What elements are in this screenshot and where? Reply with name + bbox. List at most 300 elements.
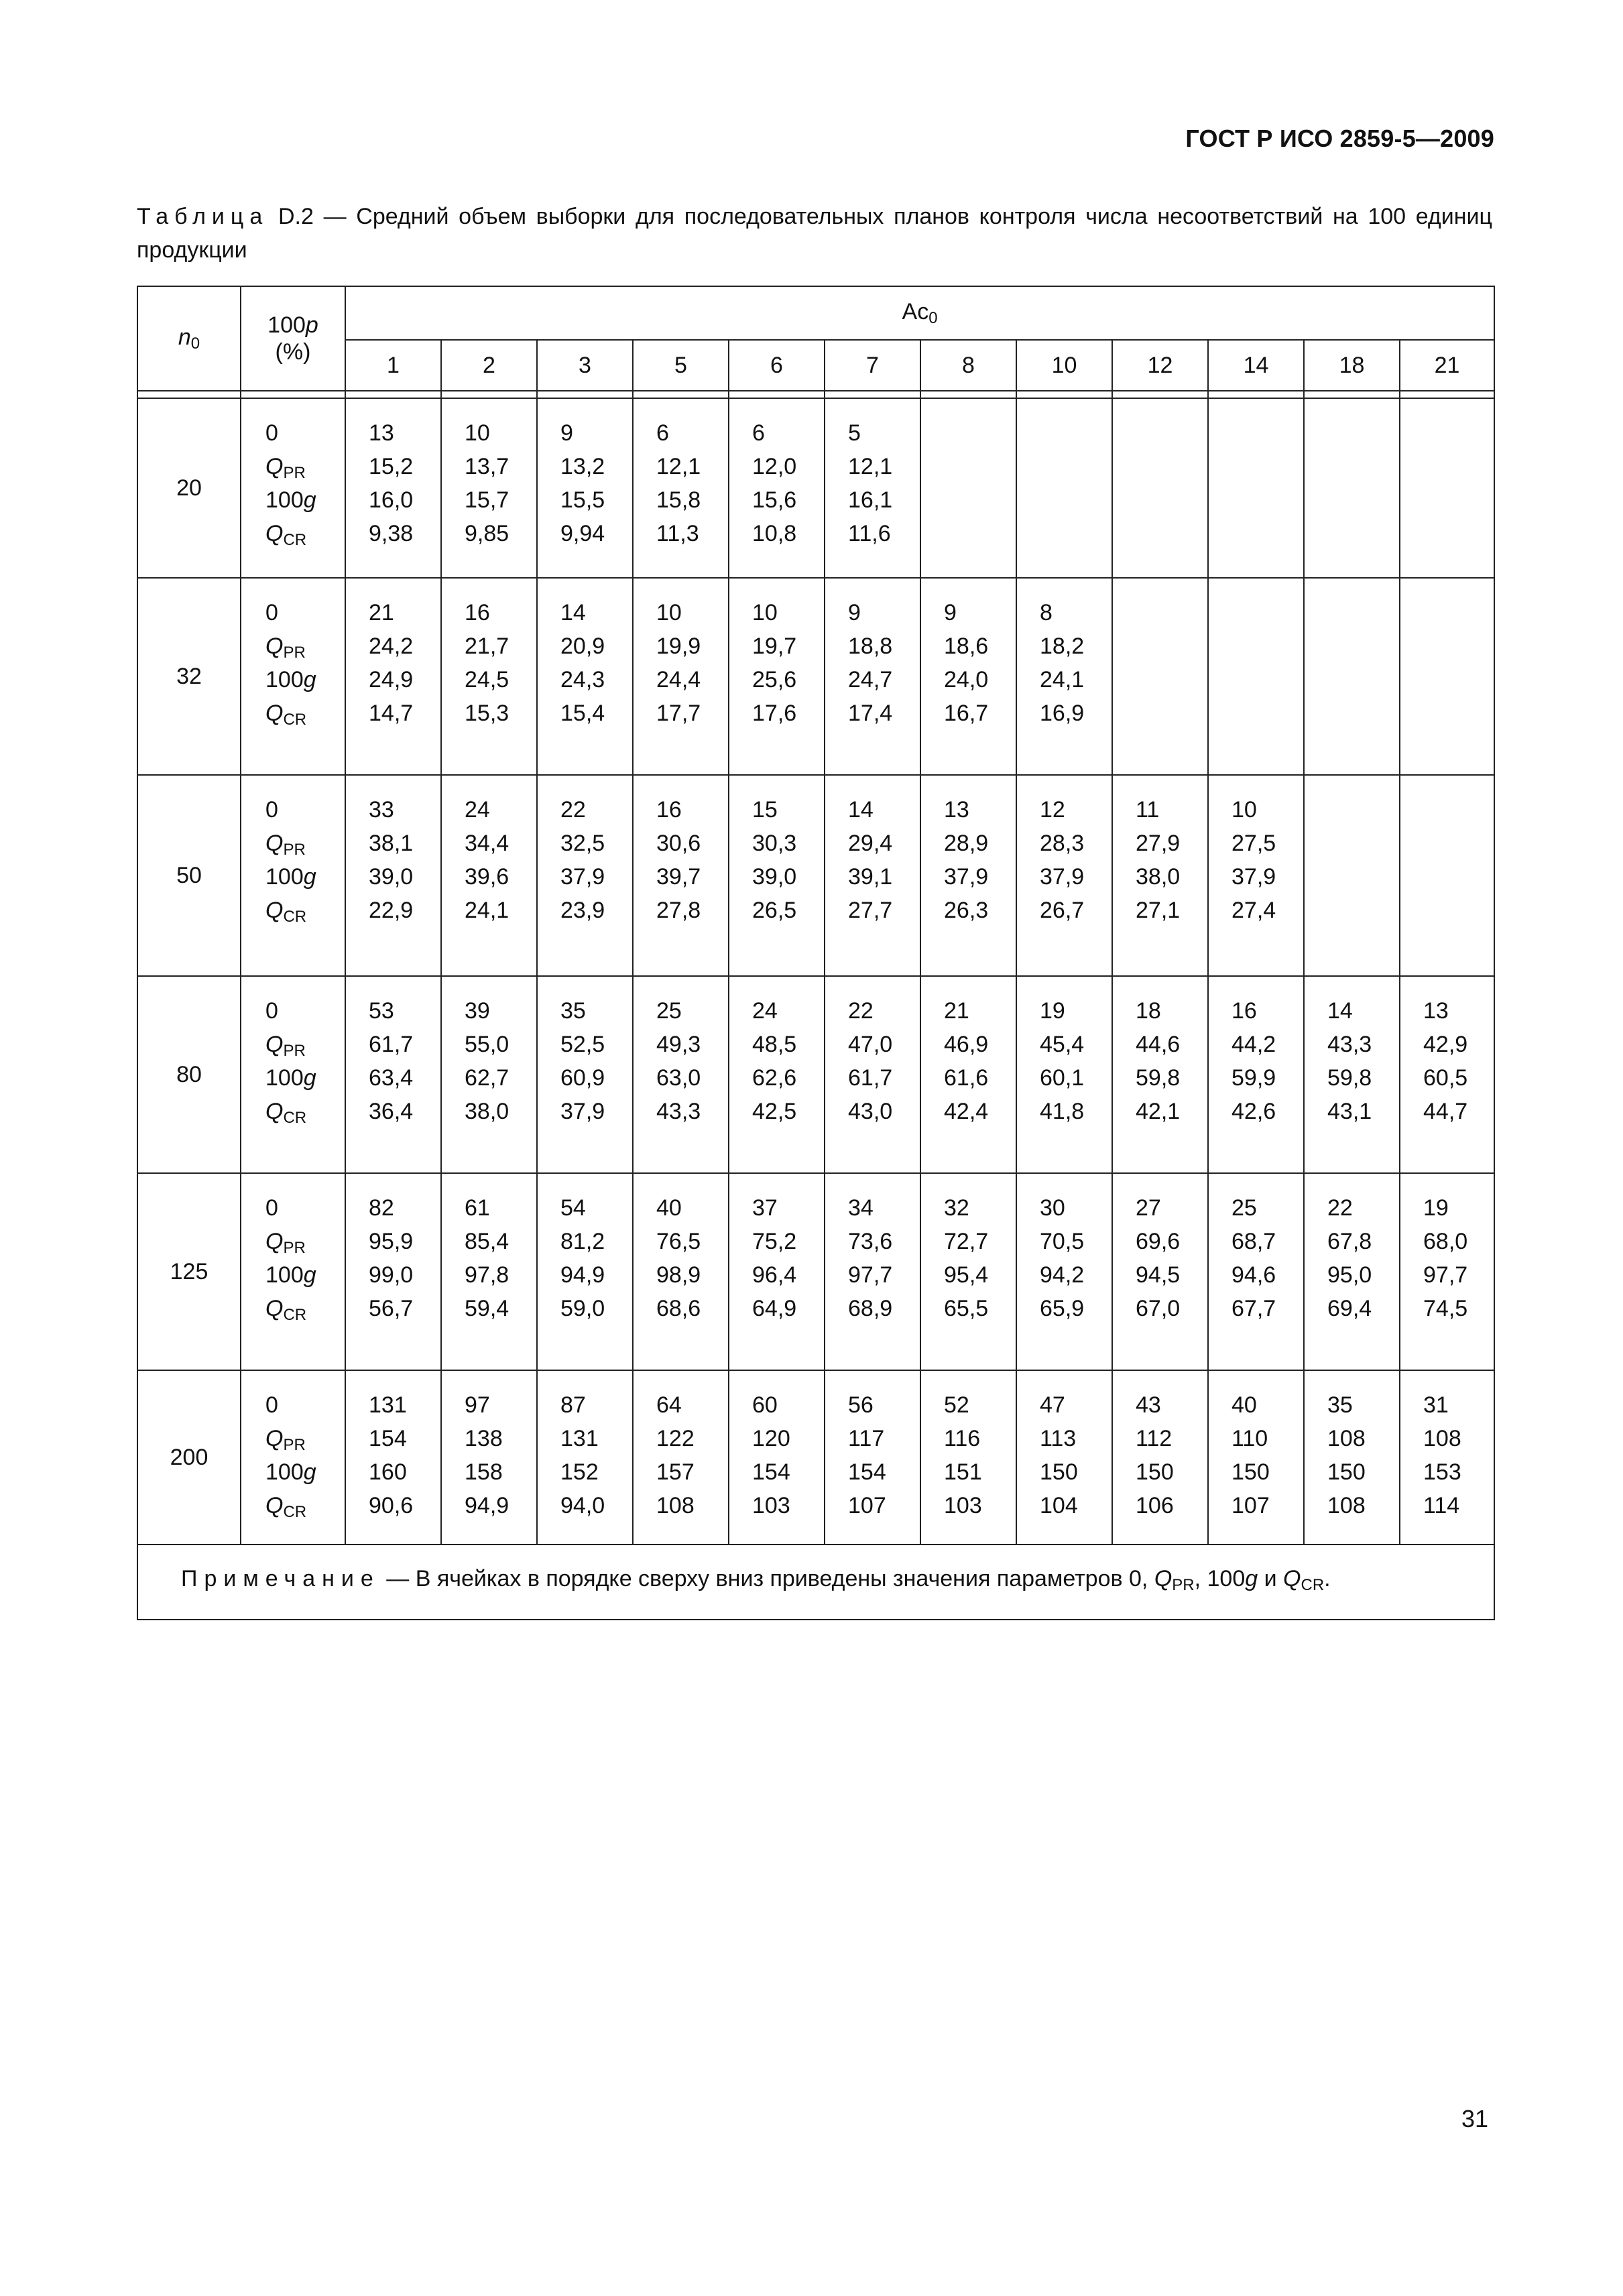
n0-value: 80	[137, 976, 241, 1173]
cell-value: 94,2	[1040, 1262, 1085, 1288]
value-cell	[1400, 1173, 1494, 1370]
cell-value: 47	[1040, 1392, 1065, 1418]
cell-value: 38,0	[465, 1099, 509, 1124]
cell-value: 67,8	[1327, 1229, 1372, 1254]
cell-value: 24,1	[465, 898, 509, 923]
value-cell	[1304, 976, 1400, 1173]
cell-value: 22	[848, 998, 874, 1024]
cell-value: 15,6	[752, 487, 797, 513]
cell-value: 22,9	[369, 898, 414, 923]
cell-value: 113	[1040, 1426, 1077, 1451]
cell-value: 48,5	[752, 1032, 797, 1057]
cell-value: 39,0	[369, 864, 414, 890]
cell-value: 37	[752, 1195, 778, 1221]
value-cell	[1016, 578, 1112, 775]
table-row	[137, 1370, 1494, 1545]
value-cell	[825, 398, 920, 578]
cell-value: 116	[944, 1426, 981, 1451]
parameter-label: 100g	[265, 667, 316, 692]
cell-value: 69,4	[1327, 1296, 1372, 1321]
cell-value: 19	[1040, 998, 1065, 1024]
parameter-label: 0	[265, 600, 278, 625]
cell-value: 9,94	[560, 521, 605, 546]
cell-value: 61	[465, 1195, 490, 1221]
cell-value: 96,4	[752, 1262, 797, 1288]
cell-value: 46,9	[944, 1032, 989, 1057]
value-cell	[729, 1173, 825, 1370]
cell-value: 72,7	[944, 1229, 989, 1254]
cell-value: 62,6	[752, 1065, 797, 1091]
cell-value: 15,4	[560, 701, 605, 726]
cell-value: 73,6	[848, 1229, 893, 1254]
parameter-label: 100g	[265, 864, 316, 890]
n0-value: 20	[137, 398, 241, 578]
value-cell	[1208, 775, 1304, 976]
parameter-label: 0	[265, 420, 278, 446]
cell-value: 44,7	[1423, 1099, 1468, 1124]
cell-value: 26,7	[1040, 898, 1085, 923]
value-cell	[920, 398, 1016, 578]
cell-value: 16,0	[369, 487, 414, 513]
value-cell	[1112, 775, 1208, 976]
cell-value: 18	[1136, 998, 1161, 1024]
cell-value: 94,9	[560, 1262, 605, 1288]
cell-value: 13	[1423, 998, 1449, 1024]
cell-value: 17,6	[752, 701, 797, 726]
cell-value: 24,2	[369, 633, 414, 659]
cell-value: 22	[1327, 1195, 1353, 1221]
cell-value: 43	[1136, 1392, 1161, 1418]
value-cell	[1016, 1370, 1112, 1545]
cell-value: 40	[1231, 1392, 1257, 1418]
cell-value: 60,1	[1040, 1065, 1085, 1091]
cell-value: 52	[944, 1392, 969, 1418]
cell-value: 16,1	[848, 487, 893, 513]
cell-value: 64,9	[752, 1296, 797, 1321]
cell-value: 42,5	[752, 1099, 797, 1124]
cell-value: 14	[848, 797, 874, 823]
cell-value: 68,0	[1423, 1229, 1468, 1254]
cell-value: 11,3	[656, 521, 699, 546]
cell-value: 16,7	[944, 701, 989, 726]
cell-value: 27,1	[1136, 898, 1181, 923]
cell-value: 60	[752, 1392, 778, 1418]
cell-value: 20,9	[560, 633, 605, 659]
cell-value: 85,4	[465, 1229, 509, 1254]
cell-value: 10	[465, 420, 490, 446]
cell-value: 32	[944, 1195, 969, 1221]
value-cell	[1016, 976, 1112, 1173]
cell-value: 74,5	[1423, 1296, 1468, 1321]
cell-value: 43,0	[848, 1099, 893, 1124]
cell-value: 27,8	[656, 898, 701, 923]
cell-value: 13,7	[465, 454, 509, 479]
value-cell	[441, 398, 537, 578]
parameter-label: $Q_{CR}$	[265, 521, 307, 549]
parameter-label: 0	[265, 797, 278, 823]
value-cell	[1304, 1370, 1400, 1545]
cell-value: 15,8	[656, 487, 701, 513]
cell-value: 19	[1423, 1195, 1449, 1221]
cell-value: 150	[1327, 1459, 1366, 1485]
cell-value: 26,3	[944, 898, 989, 923]
cell-value: 108	[656, 1493, 695, 1518]
cell-value: 160	[369, 1459, 407, 1485]
cell-value: 39,6	[465, 864, 509, 890]
cell-value: 19,7	[752, 633, 797, 659]
cell-value: 24,7	[848, 667, 893, 692]
cell-value: 25	[1231, 1195, 1257, 1221]
cell-value: 15,5	[560, 487, 605, 513]
cell-value: 55,0	[465, 1032, 509, 1057]
cell-value: 54	[560, 1195, 586, 1221]
cell-value: 60,5	[1423, 1065, 1468, 1091]
value-cell	[825, 578, 920, 775]
cell-value: 14	[560, 600, 586, 625]
cell-value: 15	[752, 797, 778, 823]
cell-value: 47,0	[848, 1032, 893, 1057]
value-cell	[633, 398, 729, 578]
value-cell	[441, 976, 537, 1173]
ac0-group-header: $Ac_0$	[345, 286, 1494, 340]
parameter-label: $Q_{PR}$	[265, 1426, 306, 1454]
parameter-labels	[241, 398, 345, 578]
cell-value: 59,0	[560, 1296, 605, 1321]
cell-value: 24,0	[944, 667, 989, 692]
cell-value: 95,4	[944, 1262, 989, 1288]
value-cell	[537, 398, 633, 578]
parameter-label: $Q_{PR}$	[265, 1229, 306, 1257]
parameter-label: 100g	[265, 1065, 316, 1091]
cell-value: 24,3	[560, 667, 605, 692]
cell-value: 16,9	[1040, 701, 1085, 726]
cell-value: 103	[752, 1493, 790, 1518]
cell-value: 10,8	[752, 521, 797, 546]
cell-value: 16	[1231, 998, 1257, 1024]
value-cell	[537, 775, 633, 976]
cell-value: 114	[1423, 1493, 1460, 1518]
cell-value: 30,6	[656, 831, 701, 856]
value-cell	[1208, 976, 1304, 1173]
sample-size-table	[137, 286, 1495, 1620]
value-cell	[1112, 1370, 1208, 1545]
cell-value: 95,9	[369, 1229, 414, 1254]
cell-value: 38,0	[1136, 864, 1181, 890]
cell-value: 52,5	[560, 1032, 605, 1057]
cell-value: 63,4	[369, 1065, 414, 1091]
parameter-label: $Q_{CR}$	[265, 701, 307, 729]
cell-value: 154	[752, 1459, 790, 1485]
value-cell	[920, 578, 1016, 775]
parameter-label: $Q_{CR}$	[265, 1099, 307, 1127]
parameter-labels	[241, 578, 345, 775]
value-cell	[1304, 578, 1400, 775]
value-cell	[633, 1370, 729, 1545]
caption-text: D.2 — Средний объем выборки для последовательных планов контроля числа несоответствий на 100 единиц продукции	[137, 204, 1492, 263]
parameter-label: 0	[265, 1195, 278, 1221]
cell-value: 17,4	[848, 701, 893, 726]
cell-value: 67,7	[1231, 1296, 1276, 1321]
value-cell	[1304, 398, 1400, 578]
cell-value: 27,9	[1136, 831, 1181, 856]
value-cell	[729, 578, 825, 775]
cell-value: 11	[1136, 797, 1160, 823]
table-note	[137, 1545, 1494, 1620]
parameter-label: 0	[265, 998, 278, 1024]
cell-value: 87	[560, 1392, 586, 1418]
value-cell	[345, 976, 441, 1173]
cell-value: 151	[944, 1459, 982, 1485]
cell-value: 95,0	[1327, 1262, 1372, 1288]
cell-value: 44,6	[1136, 1032, 1181, 1057]
cell-value: 18,8	[848, 633, 893, 659]
cell-value: 10	[1231, 797, 1257, 823]
cell-value: 34,4	[465, 831, 509, 856]
note-text: — В ячейках в порядке сверху вниз приведены значения параметров 0, $Q_{PR}$, 100g и $Q_{CR}$.	[386, 1566, 1331, 1594]
cell-value: 107	[1231, 1493, 1270, 1518]
parameter-label: $Q_{CR}$	[265, 1493, 307, 1521]
cell-value: 36,4	[369, 1099, 414, 1124]
cell-value: 13	[944, 797, 969, 823]
cell-value: 41,8	[1040, 1099, 1085, 1124]
value-cell	[633, 1173, 729, 1370]
value-cell	[729, 1370, 825, 1545]
table-row	[137, 775, 1494, 976]
cell-value: 14,7	[369, 701, 414, 726]
cell-value: 59,4	[465, 1296, 509, 1321]
percent-header-top: 100p	[267, 312, 318, 338]
cell-value: 154	[848, 1459, 886, 1485]
parameter-label: $Q_{CR}$	[265, 1296, 307, 1324]
cell-value: 31	[1423, 1392, 1449, 1418]
cell-value: 37,9	[1231, 864, 1276, 890]
value-cell	[537, 1370, 633, 1545]
ac0-column-header: 18	[1304, 340, 1400, 391]
cell-value: 9	[944, 600, 957, 625]
cell-value: 53	[369, 998, 394, 1024]
cell-value: 13,2	[560, 454, 605, 479]
document-id-header: ГОСТ Р ИСО 2859-5—2009	[1185, 125, 1494, 152]
cell-value: 99,0	[369, 1262, 414, 1288]
cell-value: 56,7	[369, 1296, 414, 1321]
cell-value: 120	[752, 1426, 790, 1451]
ac0-column-header: 3	[537, 340, 633, 391]
parameter-label: 0	[265, 1392, 278, 1418]
table-row	[137, 578, 1494, 775]
cell-value: 15,3	[465, 701, 509, 726]
cell-value: 39,7	[656, 864, 701, 890]
cell-value: 97,7	[1423, 1262, 1468, 1288]
cell-value: 107	[848, 1493, 886, 1518]
cell-value: 98,9	[656, 1262, 701, 1288]
cell-value: 152	[560, 1459, 599, 1485]
cell-value: 6	[656, 420, 669, 446]
value-cell	[1016, 775, 1112, 976]
cell-value: 108	[1327, 1426, 1366, 1451]
cell-value: 12,1	[656, 454, 701, 479]
cell-value: 15,2	[369, 454, 414, 479]
cell-value: 24,4	[656, 667, 701, 692]
value-cell	[441, 775, 537, 976]
parameter-labels	[241, 775, 345, 976]
value-cell	[1112, 976, 1208, 1173]
cell-value: 157	[656, 1459, 695, 1485]
value-cell	[537, 976, 633, 1173]
value-cell	[1304, 1173, 1400, 1370]
cell-value: 29,4	[848, 831, 893, 856]
cell-value: 16	[465, 600, 490, 625]
cell-value: 35	[560, 998, 586, 1024]
n0-column-header: $n_0$	[137, 286, 241, 391]
value-cell	[1400, 578, 1494, 775]
cell-value: 9	[848, 600, 861, 625]
parameter-labels	[241, 1370, 345, 1545]
ac0-column-header: 21	[1400, 340, 1494, 391]
cell-value: 39,1	[848, 864, 893, 890]
value-cell	[1208, 1370, 1304, 1545]
ac0-column-header: 12	[1112, 340, 1208, 391]
cell-value: 61,7	[848, 1065, 893, 1091]
cell-value: 25,6	[752, 667, 797, 692]
cell-value: 24	[752, 998, 778, 1024]
cell-value: 63,0	[656, 1065, 701, 1091]
table-caption	[137, 200, 1492, 267]
parameter-label: $Q_{PR}$	[265, 454, 306, 482]
cell-value: 68,9	[848, 1296, 893, 1321]
percent-column-header	[241, 286, 345, 391]
parameter-label: 100g	[265, 1459, 316, 1485]
cell-value: 68,7	[1231, 1229, 1276, 1254]
cell-value: 104	[1040, 1493, 1078, 1518]
cell-value: 23,9	[560, 898, 605, 923]
cell-value: 64	[656, 1392, 682, 1418]
cell-value: 150	[1136, 1459, 1174, 1485]
cell-value: 38,1	[369, 831, 414, 856]
value-cell	[920, 976, 1016, 1173]
cell-value: 43,1	[1327, 1099, 1372, 1124]
parameter-label: 100g	[265, 487, 316, 513]
value-cell	[1112, 398, 1208, 578]
cell-value: 24,5	[465, 667, 509, 692]
cell-value: 122	[656, 1426, 695, 1451]
cell-value: 69,6	[1136, 1229, 1181, 1254]
parameter-label: $Q_{PR}$	[265, 633, 306, 662]
cell-value: 37,9	[560, 1099, 605, 1124]
cell-value: 6	[752, 420, 765, 446]
value-cell	[345, 1370, 441, 1545]
cell-value: 8	[1040, 600, 1053, 625]
note-label: Примечание	[181, 1566, 380, 1591]
table-row	[137, 398, 1494, 578]
cell-value: 11,6	[848, 521, 891, 546]
cell-value: 37,9	[560, 864, 605, 890]
parameter-label: $Q_{PR}$	[265, 831, 306, 859]
cell-value: 35	[1327, 1392, 1353, 1418]
cell-value: 68,6	[656, 1296, 701, 1321]
cell-value: 42,6	[1231, 1099, 1276, 1124]
cell-value: 60,9	[560, 1065, 605, 1091]
cell-value: 81,2	[560, 1229, 605, 1254]
cell-value: 59,8	[1136, 1065, 1181, 1091]
cell-value: 24,1	[1040, 667, 1085, 692]
cell-value: 61,7	[369, 1032, 414, 1057]
cell-value: 28,9	[944, 831, 989, 856]
cell-value: 82	[369, 1195, 394, 1221]
cell-value: 56	[848, 1392, 874, 1418]
cell-value: 39	[465, 998, 490, 1024]
cell-value: 9,85	[465, 521, 509, 546]
value-cell	[920, 1173, 1016, 1370]
cell-value: 65,5	[944, 1296, 989, 1321]
cell-value: 117	[848, 1426, 885, 1451]
cell-value: 94,6	[1231, 1262, 1276, 1288]
cell-value: 138	[465, 1426, 503, 1451]
ac0-column-header: 2	[441, 340, 537, 391]
ac0-column-header: 6	[729, 340, 825, 391]
cell-value: 33	[369, 797, 394, 823]
value-cell	[1208, 398, 1304, 578]
cell-value: 108	[1423, 1426, 1461, 1451]
cell-value: 45,4	[1040, 1032, 1085, 1057]
cell-value: 21	[944, 998, 969, 1024]
value-cell	[537, 578, 633, 775]
cell-value: 10	[656, 600, 682, 625]
cell-value: 106	[1136, 1493, 1174, 1518]
cell-value: 18,2	[1040, 633, 1085, 659]
n0-value: 50	[137, 775, 241, 976]
cell-value: 22	[560, 797, 586, 823]
cell-value: 97,8	[465, 1262, 509, 1288]
value-cell	[1016, 1173, 1112, 1370]
cell-value: 62,7	[465, 1065, 509, 1091]
value-cell	[825, 976, 920, 1173]
cell-value: 150	[1231, 1459, 1270, 1485]
ac0-column-header: 14	[1208, 340, 1304, 391]
cell-value: 158	[465, 1459, 503, 1485]
cell-value: 94,5	[1136, 1262, 1181, 1288]
value-cell	[441, 578, 537, 775]
value-cell	[345, 775, 441, 976]
value-cell	[1016, 398, 1112, 578]
cell-value: 25	[656, 998, 682, 1024]
parameter-label: 100g	[265, 1262, 316, 1288]
cell-value: 12,1	[848, 454, 893, 479]
percent-header-bottom: (%)	[275, 339, 311, 365]
cell-value: 49,3	[656, 1032, 701, 1057]
value-cell	[825, 775, 920, 976]
cell-value: 24	[465, 797, 490, 823]
cell-value: 97,7	[848, 1262, 893, 1288]
value-cell	[345, 578, 441, 775]
cell-value: 42,9	[1423, 1032, 1468, 1057]
cell-value: 27	[1136, 1195, 1161, 1221]
cell-value: 110	[1231, 1426, 1268, 1451]
value-cell	[1304, 775, 1400, 976]
table-row	[137, 976, 1494, 1173]
ac0-column-header: 10	[1016, 340, 1112, 391]
value-cell	[345, 398, 441, 578]
cell-value: 59,8	[1327, 1065, 1372, 1091]
cell-value: 9	[560, 420, 573, 446]
cell-value: 30,3	[752, 831, 797, 856]
parameter-label: $Q_{PR}$	[265, 1032, 306, 1060]
cell-value: 67,0	[1136, 1296, 1181, 1321]
value-cell	[633, 976, 729, 1173]
cell-value: 12	[1040, 797, 1065, 823]
cell-value: 32,5	[560, 831, 605, 856]
value-cell	[1112, 1173, 1208, 1370]
value-cell	[1400, 398, 1494, 578]
